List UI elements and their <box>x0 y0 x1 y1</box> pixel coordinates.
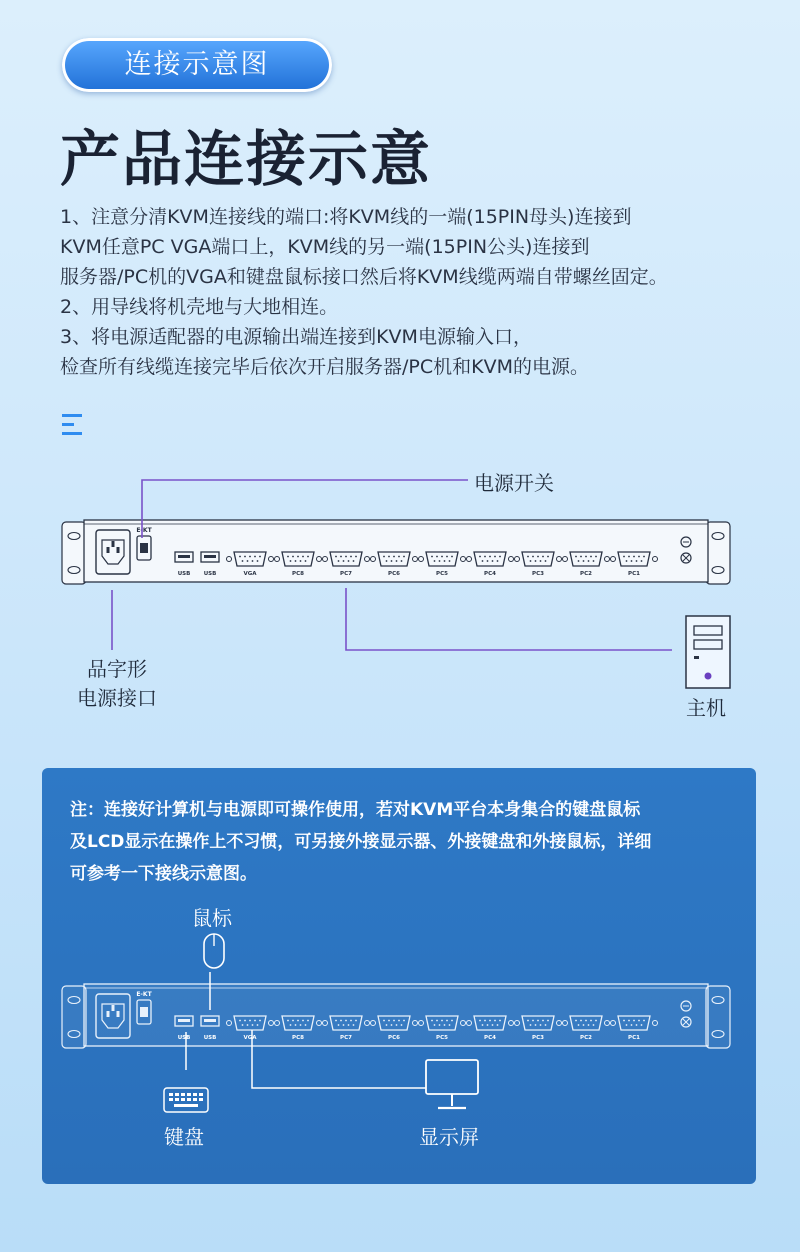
port-label: PC7 <box>340 1035 352 1041</box>
port-label: PC5 <box>436 1035 448 1041</box>
port-label: PC6 <box>388 571 400 577</box>
mouse-label: 鼠标 <box>192 906 232 930</box>
port-label: VGA <box>243 1035 257 1041</box>
brand-label: E-KT <box>136 991 152 998</box>
note-line: 注：连接好计算机与电源即可操作使用，若对KVM平台本身集合的键盘鼠标 <box>70 800 641 820</box>
port-label: PC8 <box>292 571 304 577</box>
port-label: USB <box>203 571 217 577</box>
port-label: USB <box>203 1035 217 1041</box>
instruction-line: 服务器/PC机的VGA和键盘鼠标接口然后将KVM线缆两端自带螺丝固定。 <box>60 266 668 288</box>
diagram2-wires <box>0 960 800 1120</box>
note-line: 可参考一下接线示意图。 <box>70 864 257 884</box>
keyboard-label: 键盘 <box>164 1125 204 1149</box>
port-label: VGA <box>243 571 257 577</box>
power-switch-label: 电源开关 <box>474 471 554 495</box>
instruction-line: KVM任意PC VGA端口上，KVM线的另一端(15PIN公头)连接到 <box>60 236 590 258</box>
keyboard-icon <box>162 1086 212 1116</box>
port-label: PC6 <box>388 1035 400 1041</box>
port-label: PC8 <box>292 1035 304 1041</box>
monitor-icon <box>424 1058 484 1116</box>
port-label: PC3 <box>532 1035 544 1041</box>
host-computer-icon <box>684 614 744 694</box>
port-label: USB <box>177 1035 191 1041</box>
host-label: 主机 <box>686 696 726 720</box>
port-label: PC5 <box>436 571 448 577</box>
menu-lines-icon <box>62 414 82 440</box>
brand-label: E-KT <box>136 527 152 534</box>
power-socket-label <box>72 653 162 711</box>
monitor-label: 显示屏 <box>419 1125 479 1149</box>
port-label: PC4 <box>484 571 496 577</box>
page-title: 产品连接示意 <box>60 125 432 195</box>
power-socket-label-line2: 电源接口 <box>77 686 157 710</box>
instruction-line: 1、注意分清KVM连接线的端口:将KVM线的一端(15PIN母头)连接到 <box>60 206 632 228</box>
instruction-line: 3、将电源适配器的电源输出端连接到KVM电源输入口， <box>60 326 532 348</box>
instruction-line: 检查所有线缆连接完毕后依次开启服务器/PC机和KVM的电源。 <box>60 356 589 378</box>
note-line: 及LCD显示在操作上不习惯，可另接外接显示器、外接键盘和外接鼠标，详细 <box>70 832 652 852</box>
port-label: PC2 <box>580 571 592 577</box>
port-label: PC4 <box>484 1035 496 1041</box>
section-badge: 连接示意图 <box>62 38 332 92</box>
port-label: PC3 <box>532 571 544 577</box>
power-socket-label-line1: 品字形 <box>87 657 147 681</box>
port-label: USB <box>177 571 191 577</box>
port-label: PC2 <box>580 1035 592 1041</box>
note-text <box>70 794 740 890</box>
instruction-line: 2、用导线将机壳地与大地相连。 <box>60 296 339 318</box>
instructions <box>60 202 780 382</box>
port-label: PC1 <box>628 1035 640 1041</box>
port-label: PC7 <box>340 571 352 577</box>
port-label: PC1 <box>628 571 640 577</box>
